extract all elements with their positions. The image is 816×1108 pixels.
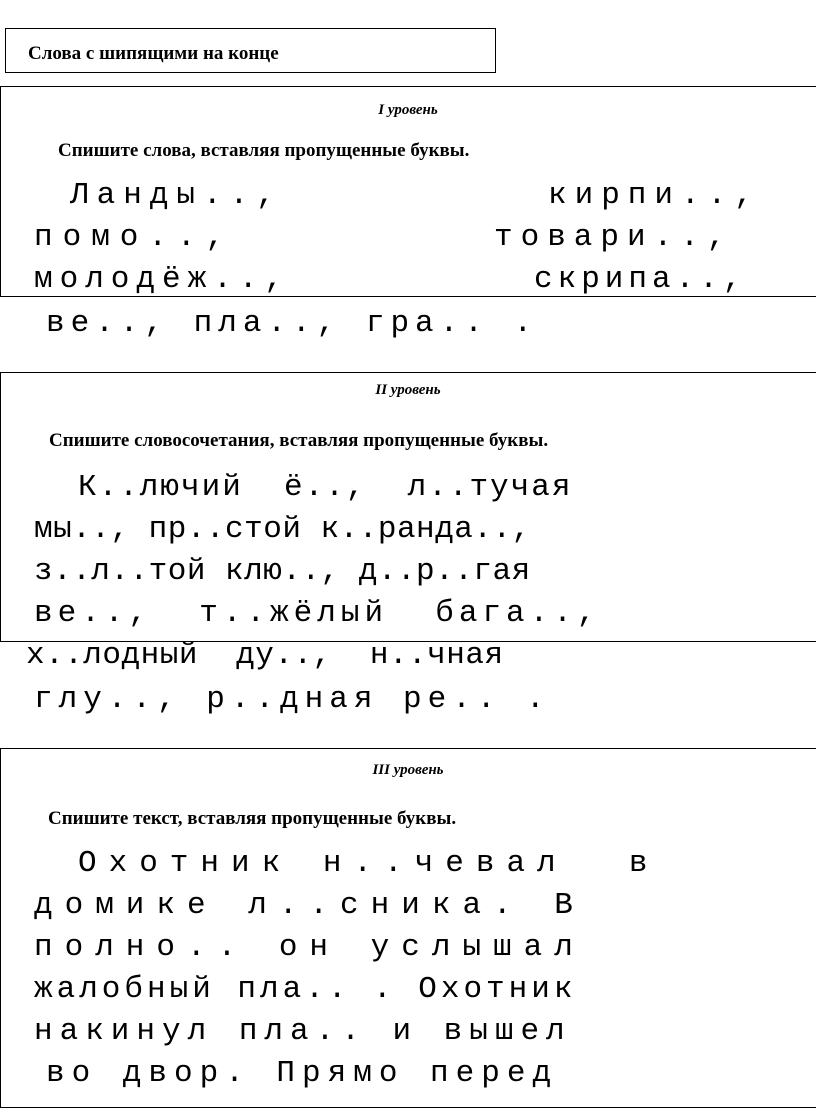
level-1-line-1-right: кирпи.., — [548, 178, 761, 213]
level-1-line-4: ве.., пла.., гра.. . — [46, 306, 539, 341]
level-3-task: Спишите текст, вставляя пропущенные буквы. — [48, 808, 457, 829]
level-2-line-6: глу.., р..дная ре.. . — [34, 682, 551, 717]
level-3-label: III уровень — [372, 762, 444, 778]
level-3-line-4: жалобный пла.. . Охотник — [34, 972, 577, 1007]
level-3-box — [0, 748, 816, 1108]
level-2-line-3: з..л..той клю.., д..р..гая — [34, 554, 531, 589]
level-2-line-1: К..лючий ё.., л..тучая — [78, 470, 573, 505]
level-1-line-2-right: товари.., — [494, 220, 734, 255]
level-1-line-3-right: скрипа.., — [534, 262, 747, 297]
level-3-line-3: полно.. он услышал — [34, 930, 585, 965]
level-3-line-5: накинул пла.. и вышел — [34, 1014, 572, 1049]
level-2-line-2: мы.., пр..стой к..ранда.., — [34, 512, 531, 547]
level-1-task: Спишите слова, вставляя пропущенные буквы. — [58, 140, 470, 161]
level-3-line-2: домике л..сника. В — [34, 888, 585, 923]
level-2-line-4: ве.., т..жёлый бага.., — [34, 596, 601, 631]
level-2-line-5: х..лодный ду.., н..чная — [26, 638, 504, 673]
level-1-line-2-left: помо.., — [34, 220, 235, 255]
level-1-line-1-left: Ланды.., — [70, 178, 283, 213]
level-3-line-6: во двор. Прямо перед — [46, 1056, 559, 1091]
level-2-task: Спишите словосочетания, вставляя пропущенные буквы. — [49, 430, 549, 451]
level-2-label: II уровень — [375, 382, 441, 398]
level-1-label: I уровень — [378, 102, 438, 118]
level-3-line-1: Охотник н..чевал в — [78, 846, 660, 881]
page-title: Слова с шипящими на конце — [28, 43, 279, 64]
level-1-line-3-left: молодёж.., — [34, 262, 291, 297]
